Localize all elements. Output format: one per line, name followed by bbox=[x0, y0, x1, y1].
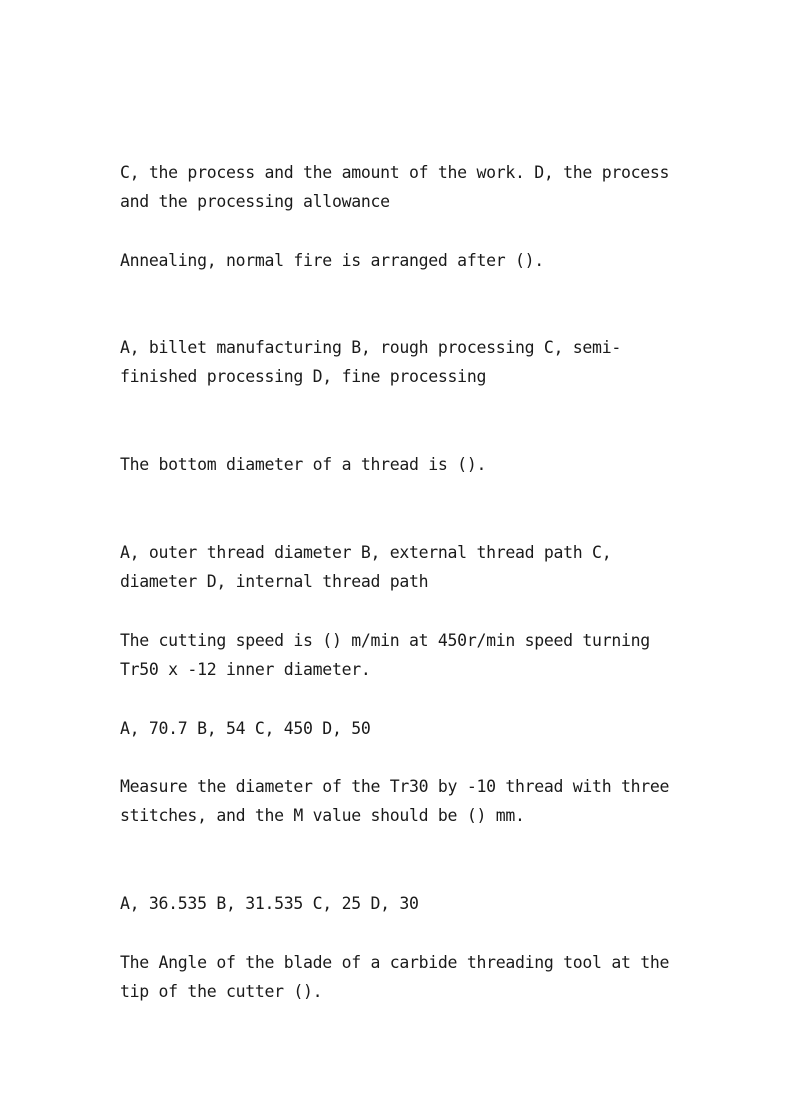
paragraph-question-carbide-tool: The Angle of the blade of a carbide threading tool at the tip of the cutter (). bbox=[120, 953, 670, 1001]
paragraph-question-annealing: Annealing, normal fire is arranged after (). bbox=[120, 251, 544, 270]
paragraph-options-speed: A, 70.7 B, 54 C, 450 D, 50 bbox=[120, 719, 371, 738]
paragraph-options-billet: A, billet manufacturing B, rough processing C, semi-finished processing D, fine processing bbox=[120, 338, 621, 386]
paragraph-question-cutting-speed: The cutting speed is () m/min at 450r/min speed turning Tr50 x -12 inner diameter. bbox=[120, 631, 650, 679]
paragraph-question-thread-bottom: The bottom diameter of a thread is (). bbox=[120, 455, 487, 474]
paragraph-options-thread-diameter: A, outer thread diameter B, external thread path C, diameter D, internal thread path bbox=[120, 543, 612, 591]
paragraph-question-tr30: Measure the diameter of the Tr30 by -10 thread with three stitches, and the M value should be () mm. bbox=[120, 777, 670, 825]
paragraph-options-process: C, the process and the amount of the work. D, the process and the processing allowance bbox=[120, 163, 670, 211]
paragraph-options-m-value: A, 36.535 B, 31.535 C, 25 D, 30 bbox=[120, 894, 419, 913]
